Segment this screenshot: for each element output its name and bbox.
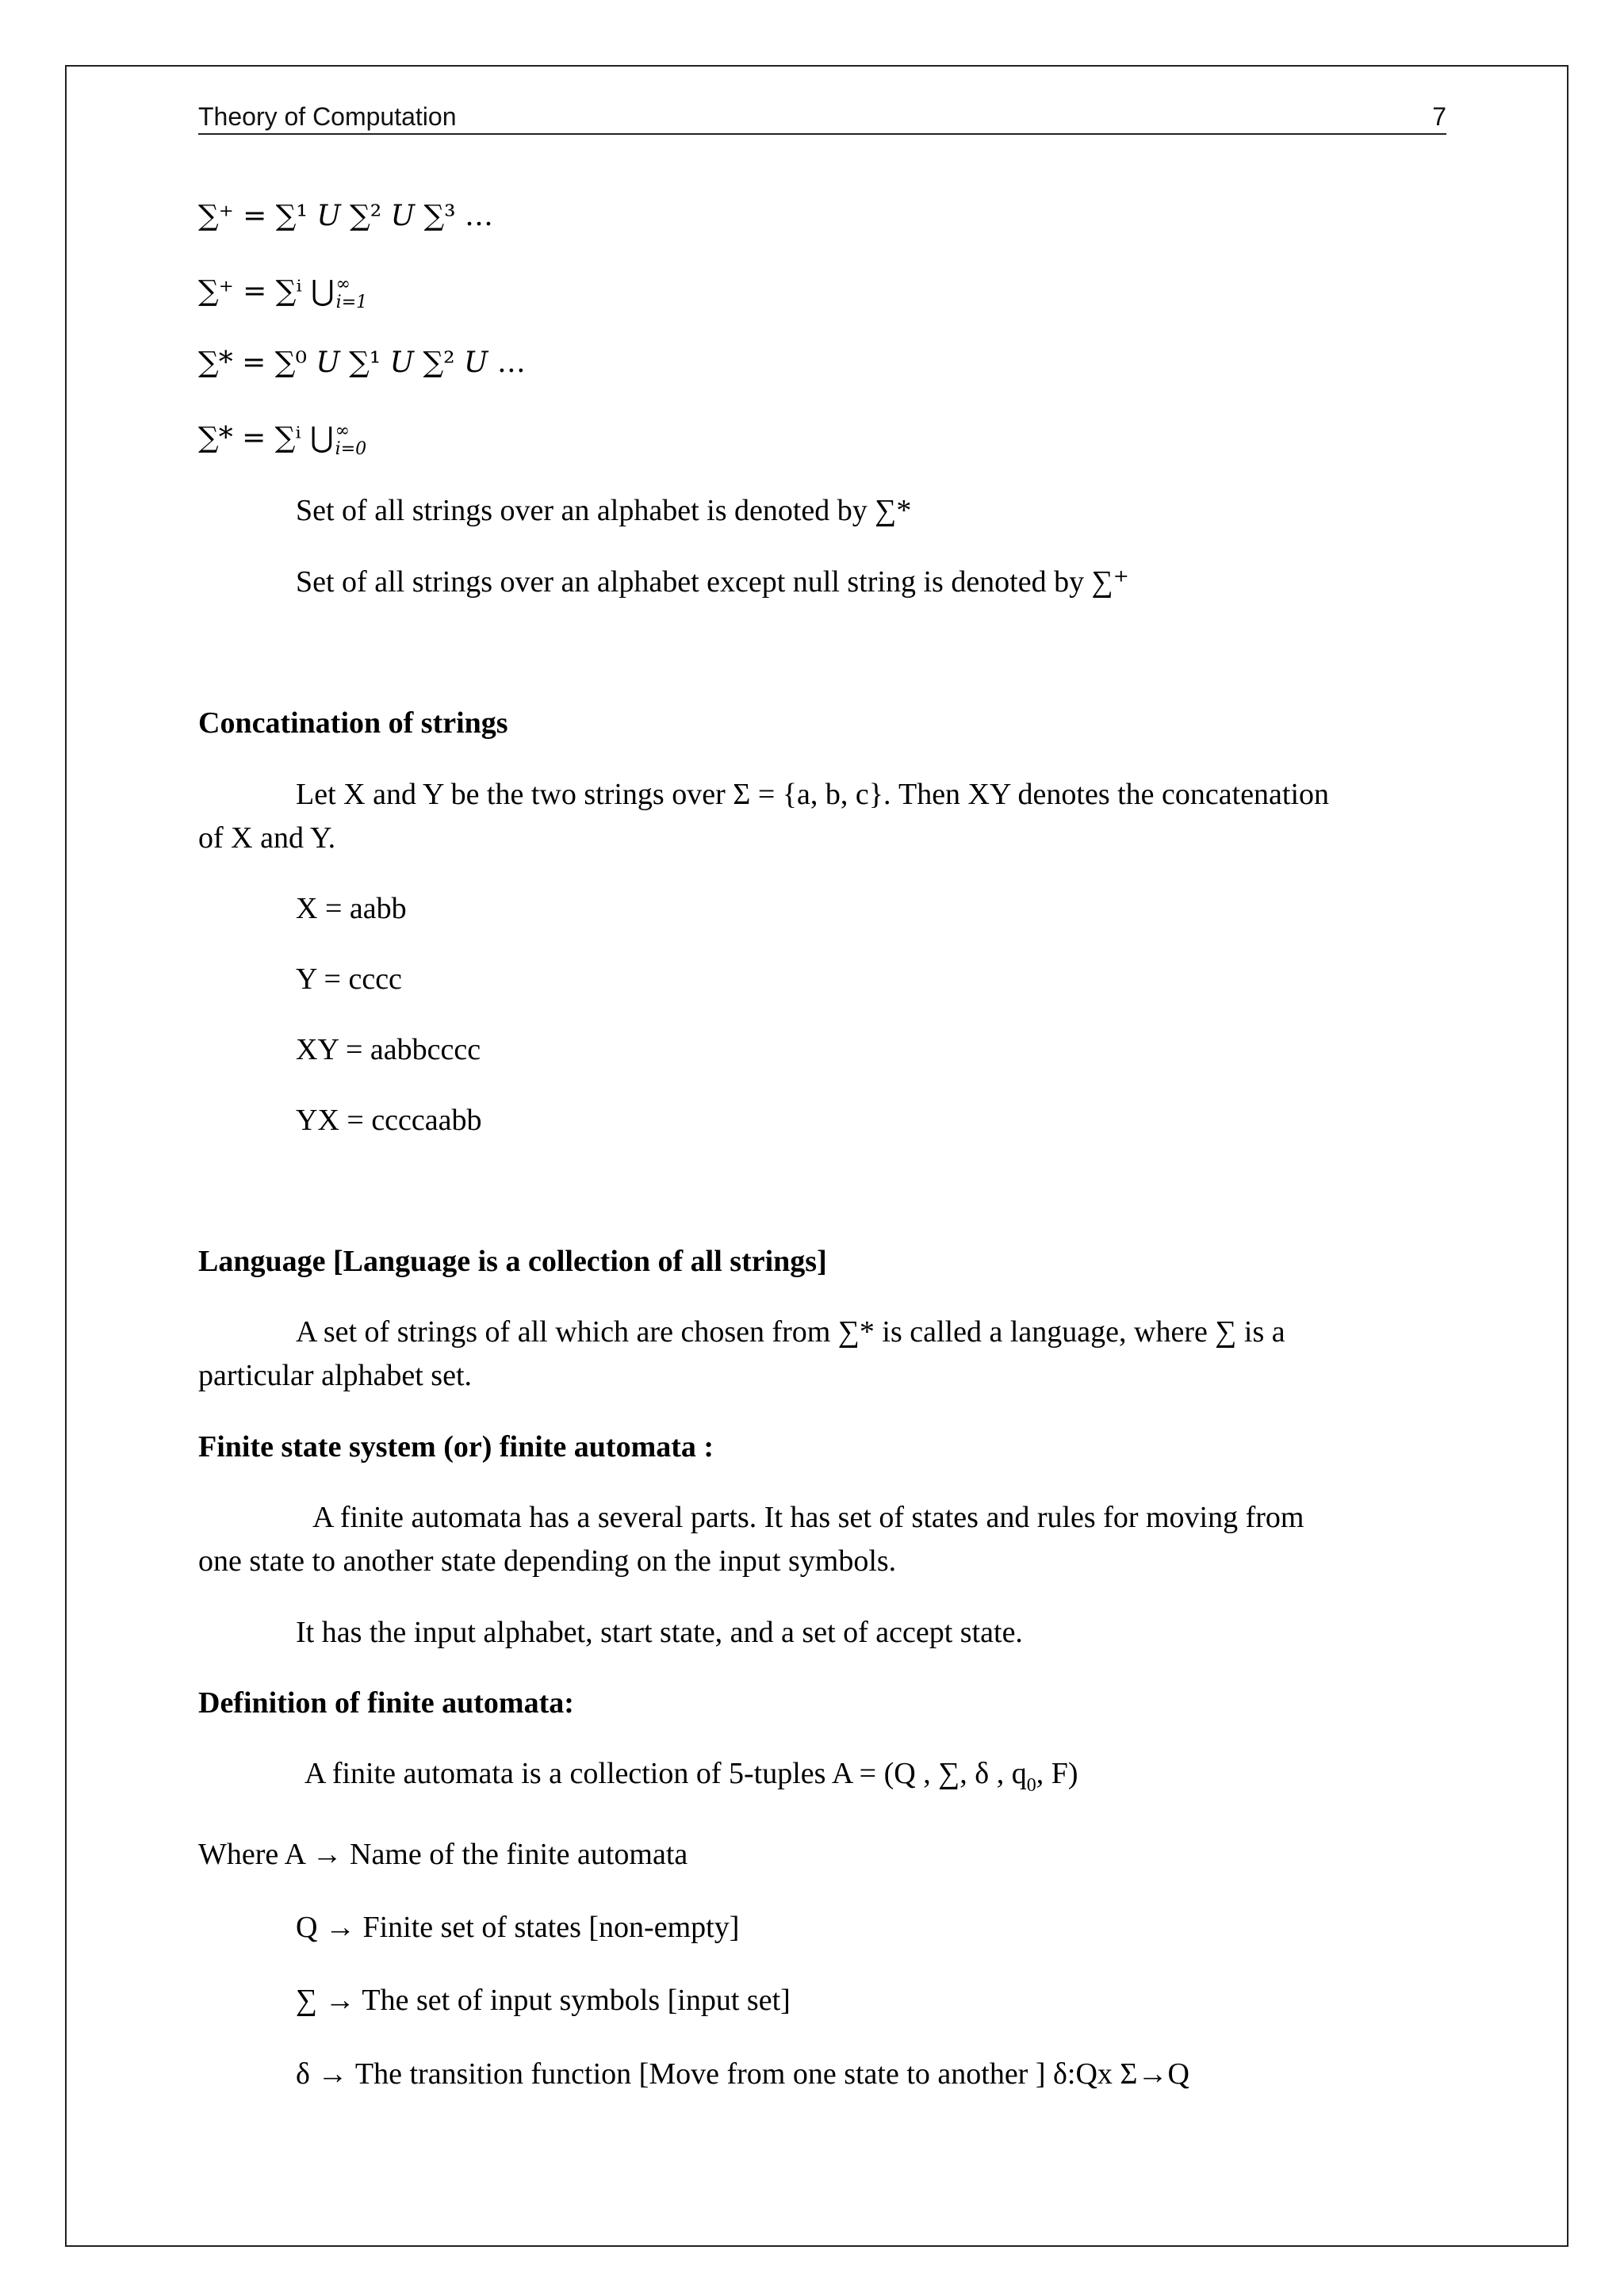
formula-sigma-plus-bigunion [198, 275, 367, 312]
example-xy: XY = aabbcccc [296, 1033, 481, 1066]
tuple-text: A finite automata is a collection of 5-tuples A = (Q , ∑, δ , q [304, 1757, 1027, 1790]
example-y: Y = cccc [296, 962, 402, 996]
example-yx: YX = ccccaabb [296, 1104, 482, 1137]
tuple-end: , F) [1036, 1757, 1078, 1790]
header-title: Theory of Computation [198, 102, 457, 131]
formula-main: ∑⁺ = ∑ⁱ ⋃ [198, 275, 335, 308]
example-x: X = aabb [296, 892, 407, 925]
formula-main: ∑* = ∑ⁱ ⋃ [198, 422, 334, 455]
text-where-a: Where A → Name of the finite automata [198, 1838, 688, 1871]
limit-sup: ∞ [335, 421, 350, 441]
paragraph-concat-line2: of X and Y. [198, 821, 336, 855]
paragraph-language-line2: particular alphabet set. [198, 1359, 473, 1392]
tuple-subscript: 0 [1026, 1775, 1036, 1796]
paragraph-fss-line2: one state to another state depending on the input symbols. [198, 1544, 897, 1578]
heading-definition: Definition of finite automata: [198, 1686, 574, 1720]
heading-language: Language [Language is a collection of all strings] [198, 1245, 827, 1278]
text-q-states: Q → Finite set of states [non-empty] [296, 1911, 740, 1944]
text-set-except-null: Set of all strings over an alphabet except null string is denoted by ∑⁺ [296, 565, 1129, 599]
formula-sigma-plus-union: ∑⁺ = ∑¹ 𝑈 ∑² 𝑈 ∑³ … [198, 200, 494, 232]
paragraph-definition-tuple [304, 1758, 1078, 1795]
formula-sigma-star-bigunion [198, 422, 366, 458]
paragraph-fss-line3: It has the input alphabet, start state, and a set of accept state. [296, 1616, 1023, 1649]
paragraph-language-line1: A set of strings of all which are chosen from ∑* is called a language, where ∑ is a [296, 1315, 1285, 1349]
limit-sup: ∞ [335, 274, 350, 294]
limit-sub: i=1 [335, 293, 368, 313]
page-header [198, 100, 1446, 135]
page-border [65, 65, 1568, 2247]
page-number: 7 [1432, 102, 1446, 131]
heading-finite-state-system: Finite state system (or) finite automata : [198, 1430, 714, 1464]
formula-sigma-star-union: ∑* = ∑⁰ 𝑈 ∑¹ 𝑈 ∑² 𝑈 … [198, 346, 526, 379]
text-delta-transition: δ → The transition function [Move from one state to another ] δ:Qx Σ→Q [296, 2057, 1189, 2091]
heading-concatination: Concatination of strings [198, 706, 508, 740]
paragraph-concat-line1: Let X and Y be the two strings over Σ = {a, b, c}. Then XY denotes the concatenation [296, 778, 1330, 811]
paragraph-fss-line1: A finite automata has a several parts. It has set of states and rules for moving from [312, 1501, 1304, 1534]
limit-sub: i=0 [335, 439, 367, 460]
text-sigma-inputs: ∑ → The set of input symbols [input set] [296, 1984, 791, 2017]
text-set-all-strings: Set of all strings over an alphabet is denoted by ∑* [296, 494, 912, 527]
